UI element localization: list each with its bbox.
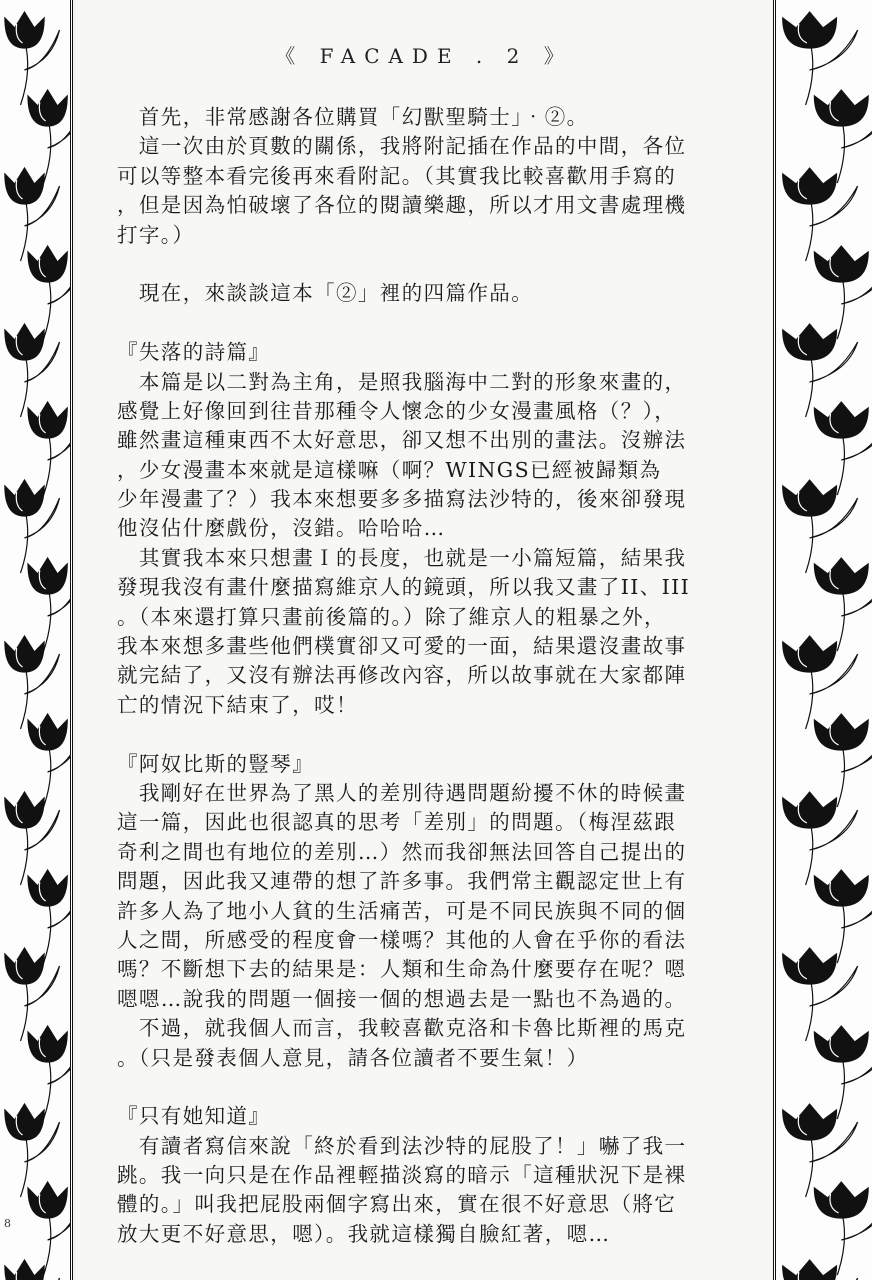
text-line: 我本來想多畫些他們樸實卻又可愛的一面，結果還沒畫故事 <box>117 634 687 659</box>
text-line: ，但是因為怕破壞了各位的閱讀樂趣，所以才用文書處理機 <box>117 193 687 218</box>
afterword-text <box>117 103 744 1249</box>
paragraph-gap <box>117 309 744 338</box>
right-tulip-border <box>773 0 872 1280</box>
text-line: 現在，來談談這本「②」裡的四篇作品。 <box>117 281 534 306</box>
text-line: 奇利之間也有地位的差別…）然而我卻無法回答自己提出的 <box>117 839 687 864</box>
text-line: 許多人為了地小人貧的生活痛苦，可是不同民族與不同的個 <box>117 898 687 923</box>
paragraph-gap <box>117 1073 744 1102</box>
text-line: 『失落的詩篇』 <box>117 340 271 365</box>
text-line: 『阿奴比斯的豎琴』 <box>117 751 315 776</box>
text-line: 嗎？不斷想下去的結果是：人類和生命為什麼要存在呢？嗯 <box>117 957 687 982</box>
text-line: 就完結了，又沒有辦法再修改內容，所以故事就在大家都陣 <box>117 663 687 688</box>
text-line: 亡的情況下結束了，哎！ <box>117 692 358 717</box>
text-line: 放大更不好意思，嗯）。我就這樣獨自臉紅著，嗯… <box>117 1221 611 1246</box>
page-number: 8 <box>4 1217 11 1230</box>
text-line: 。（只是發表個人意見，請各位讀者不要生氣！） <box>117 1045 589 1070</box>
text-line: 『只有她知道』 <box>117 1104 271 1129</box>
text-line: ，少女漫畫本來就是這樣嘛（啊？WINGS已經被歸類為 <box>117 457 662 482</box>
text-line: 其實我本來只想畫Ｉ的長度，也就是一小篇短篇，結果我 <box>117 545 687 570</box>
paragraph-gap <box>117 720 744 749</box>
text-line: 本篇是以二對為主角，是照我腦海中二對的形象來畫的， <box>117 369 687 394</box>
text-line: 有讀者寫信來說「終於看到法沙特的屁股了！」嚇了我一 <box>117 1133 687 1158</box>
text-page <box>76 0 772 1280</box>
text-line: 少年漫畫了？）我本來想要多多描寫法沙特的，後來卻發現 <box>117 487 687 512</box>
text-line: 跳。我一向只是在作品裡輕描淡寫的暗示「這種狀況下是裸 <box>117 1163 687 1188</box>
text-line: 發現我沒有畫什麼描寫維京人的鏡頭，所以我又畫了II、III <box>117 575 691 600</box>
text-line: 首先，非常感謝各位購買「幻獸聖騎士」‧②。 <box>117 105 589 129</box>
text-line: 問題，因此我又連帶的想了許多事。我們常主觀認定世上有 <box>117 869 687 894</box>
text-line: 這一次由於頁數的關係，我將附記插在作品的中間，各位 <box>117 134 687 159</box>
page-header: 《 FACADE . 2 》 <box>275 44 573 68</box>
text-line: 打字。） <box>117 222 195 247</box>
text-line: 可以等整本看完後再來看附記。（其實我比較喜歡用手寫的 <box>117 163 677 188</box>
text-line: 體的。」叫我把屁股兩個字寫出來，實在很不好意思（將它 <box>117 1192 677 1217</box>
text-line: 人之間，所感受的程度會一樣嗎？其他的人會在乎你的看法 <box>117 927 687 952</box>
left-tulip-border <box>0 0 73 1280</box>
paragraph-gap <box>117 250 744 279</box>
text-line: 不過，就我個人而言，我較喜歡克洛和卡魯比斯裡的馬克 <box>117 1016 687 1041</box>
text-line: 嗯嗯…說我的問題一個接一個的想過去是一點也不為過的。 <box>117 986 687 1011</box>
text-line: 他沒佔什麼戲份，沒錯。哈哈哈… <box>117 516 446 541</box>
text-line: 雖然畫這種東西不太好意思，卻又想不出別的畫法。沒辦法 <box>117 428 687 453</box>
text-line: 這一篇，因此也很認真的思考「差別」的問題。（梅涅茲跟 <box>117 810 677 835</box>
text-line: 。（本來還打算只畫前後篇的。）除了維京人的粗暴之外， <box>117 604 666 629</box>
text-line: 我剛好在世界為了黑人的差別待遇問題紛擾不休的時候畫 <box>117 780 687 805</box>
tulip-pattern-left <box>0 0 70 1280</box>
tulip-pattern-right <box>776 0 872 1280</box>
text-line: 感覺上好像回到往昔那種令人懷念的少女漫畫風格（？）， <box>117 398 677 423</box>
